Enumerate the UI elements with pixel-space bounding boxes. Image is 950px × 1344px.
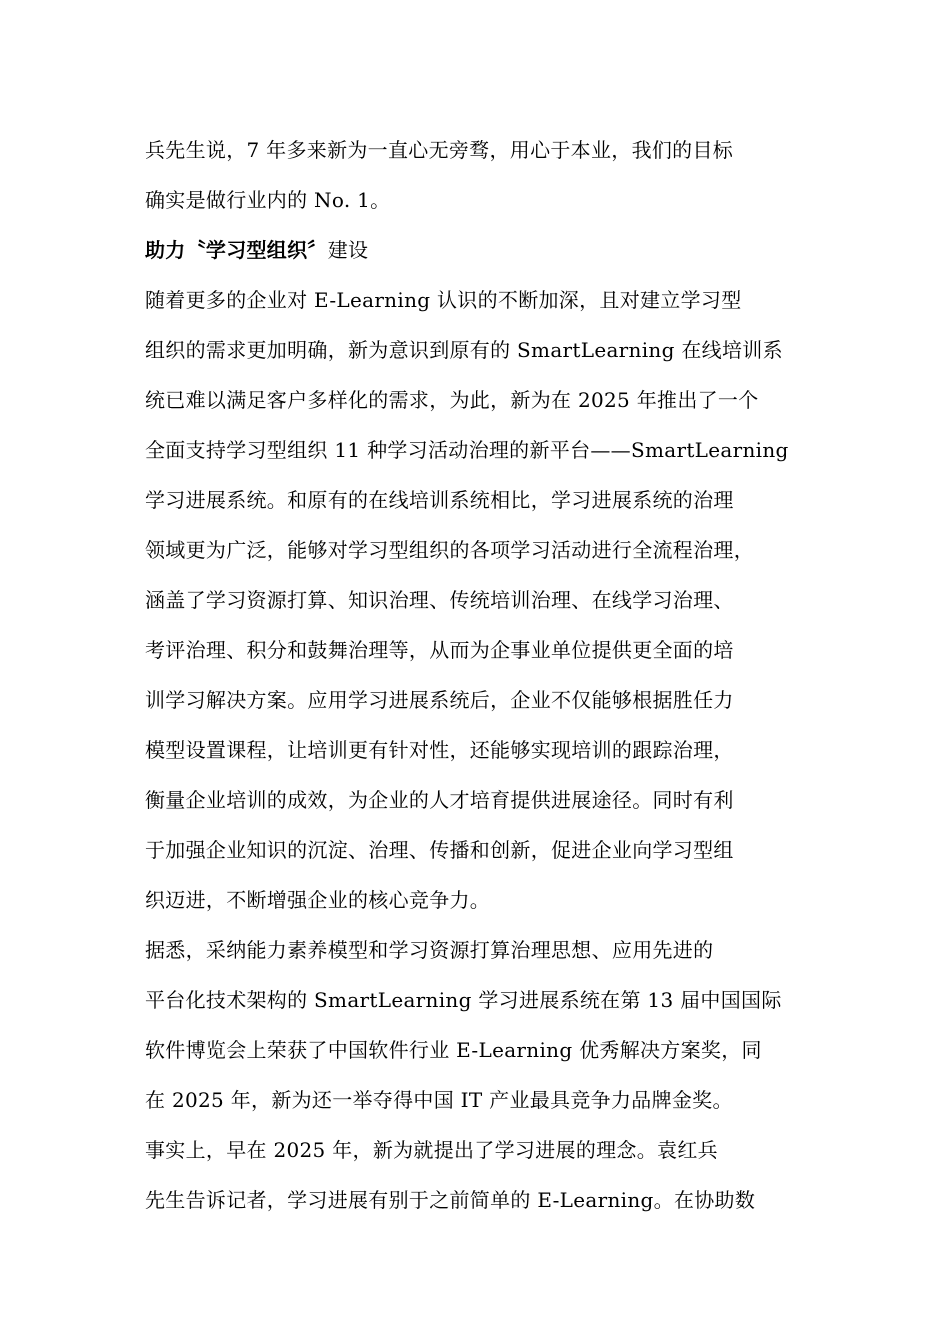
paragraph-1-line-13: 织迈进，不断增强企业的核心竞争力。	[145, 888, 491, 912]
paragraph-2-line-3: 软件博览会上荣获了中国软件行业 E-Learning 优秀解决方案奖，同	[145, 1038, 762, 1062]
section-heading-bold: 助力〝学习型组织〞	[145, 238, 328, 262]
paragraph-3-line-1: 事实上，早在 2025 年，新为就提出了学习进展的理念。袁红兵	[145, 1138, 718, 1162]
section-heading	[145, 238, 368, 262]
paragraph-1-line-9: 训学习解决方案。应用学习进展系统后，企业不仅能够根据胜任力	[145, 688, 734, 712]
paragraph-1-line-2: 组织的需求更加明确，新为意识到原有的 SmartLearning 在线培训系	[145, 338, 783, 362]
paragraph-1-line-7: 涵盖了学习资源打算、知识治理、传统培训治理、在线学习治理、	[145, 588, 734, 612]
intro-line-1: 兵先生说，7 年多来新为一直心无旁骛，用心于本业，我们的目标	[145, 138, 734, 162]
paragraph-1-line-5: 学习进展系统。和原有的在线培训系统相比，学习进展系统的治理	[145, 488, 734, 512]
paragraph-1-line-10: 模型设置课程，让培训更有针对性，还能够实现培训的跟踪治理，	[145, 738, 734, 762]
paragraph-1-line-1: 随着更多的企业对 E-Learning 认识的不断加深，且对建立学习型	[145, 288, 742, 312]
paragraph-2-line-2: 平台化技术架构的 SmartLearning 学习进展系统在第 13 届中国国际	[145, 988, 782, 1012]
paragraph-1-line-3: 统已难以满足客户多样化的需求，为此，新为在 2025 年推出了一个	[145, 388, 759, 412]
paragraph-1-line-11: 衡量企业培训的成效，为企业的人才培育提供进展途径。同时有利	[145, 788, 734, 812]
paragraph-1-line-4: 全面支持学习型组织 11 种学习活动治理的新平台——SmartLearning	[145, 438, 789, 462]
paragraph-1-line-8: 考评治理、积分和鼓舞治理等，从而为企事业单位提供更全面的培	[145, 638, 734, 662]
paragraph-2-line-1: 据悉，采纳能力素养模型和学习资源打算治理思想、应用先进的	[145, 938, 714, 962]
intro-line-2: 确实是做行业内的 No. 1。	[145, 188, 391, 212]
paragraph-1-line-6: 领域更为广泛，能够对学习型组织的各项学习活动进行全流程治理，	[145, 538, 754, 562]
paragraph-3-line-2: 先生告诉记者，学习进展有别于之前简单的 E-Learning。在协助数	[145, 1188, 756, 1212]
paragraph-1-line-12: 于加强企业知识的沉淀、治理、传播和创新，促进企业向学习型组	[145, 838, 734, 862]
section-heading-normal: 建设	[327, 238, 369, 262]
paragraph-2-line-4: 在 2025 年，新为还一举夺得中国 IT 产业最具竞争力品牌金奖。	[145, 1088, 733, 1112]
